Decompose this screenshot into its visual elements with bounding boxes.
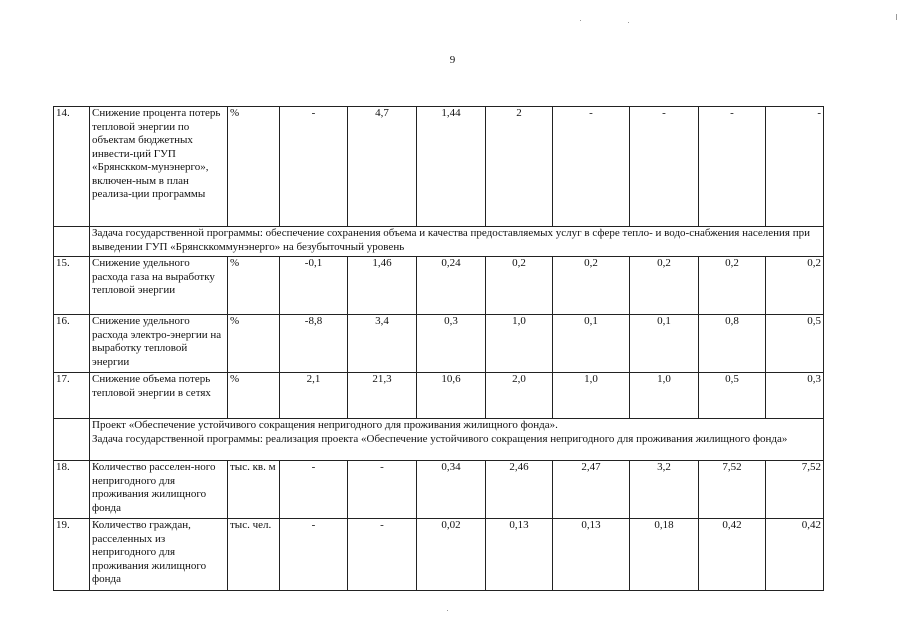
- value-cell: 21,3: [348, 373, 417, 419]
- value-cell: -: [280, 107, 348, 227]
- value-cell: -8,8: [280, 315, 348, 373]
- value-cell: 4,7: [348, 107, 417, 227]
- value-cell: 0,02: [417, 519, 486, 591]
- indicator-name: Снижение объема потерь тепловой энергии в сетях: [90, 373, 228, 419]
- value-cell: 0,2: [486, 257, 553, 315]
- value-cell: 2: [486, 107, 553, 227]
- unit-cell: тыс. чел.: [228, 519, 280, 591]
- section-row: [54, 419, 824, 461]
- value-cell: 1,46: [348, 257, 417, 315]
- value-cell: -: [699, 107, 766, 227]
- value-cell: 2,46: [486, 461, 553, 519]
- table-row: [54, 373, 824, 419]
- value-cell: 0,42: [699, 519, 766, 591]
- value-cell: 3,4: [348, 315, 417, 373]
- section-text-2: Задача государственной программы: реализация проекта «Обеспечение устойчивого сокращения непригодного для проживания жилищного фонда»: [92, 432, 788, 445]
- value-cell: 2,0: [486, 373, 553, 419]
- value-cell: 0,3: [417, 315, 486, 373]
- value-cell: 1,44: [417, 107, 486, 227]
- value-cell: 0,1: [630, 315, 699, 373]
- value-cell: 0,2: [630, 257, 699, 315]
- empty-cell: [54, 419, 90, 461]
- unit-cell: %: [228, 373, 280, 419]
- table-row: [54, 257, 824, 315]
- page-number: 9: [449, 54, 456, 66]
- section-text: Задача государственной программы: обеспечение сохранения объема и качества предоставляемых услуг в сфере тепло- и водо-снабжения населения при выведении ГУП «Брянсккоммунэнерго» на безубыточный уровень: [92, 227, 811, 253]
- value-cell: 0,13: [486, 519, 553, 591]
- indicator-name: Количество расселен-ного непригодного для проживания жилищного фонда: [90, 461, 228, 519]
- row-number: 17.: [54, 373, 90, 419]
- value-cell: 7,52: [766, 461, 824, 519]
- indicator-name: Снижение удельного расхода электро-энергии на выработку тепловой энергии: [90, 315, 228, 373]
- value-cell: -: [348, 519, 417, 591]
- indicator-name: Снижение процента потерь тепловой энергии по объектам бюджетных инвести-ций ГУП «Брянскком-мунэнерго», включен-ным в план реализа-ции программы: [90, 107, 228, 227]
- section-title: [90, 419, 824, 461]
- value-cell: -: [280, 461, 348, 519]
- value-cell: 0,5: [766, 315, 824, 373]
- value-cell: 0,2: [699, 257, 766, 315]
- row-number: 16.: [54, 315, 90, 373]
- value-cell: -: [553, 107, 630, 227]
- section-title: [90, 227, 824, 257]
- value-cell: -: [348, 461, 417, 519]
- value-cell: 0,3: [766, 373, 824, 419]
- value-cell: 0,8: [699, 315, 766, 373]
- value-cell: 0,2: [766, 257, 824, 315]
- value-cell: 2,47: [553, 461, 630, 519]
- row-number: 18.: [54, 461, 90, 519]
- value-cell: -: [766, 107, 824, 227]
- value-cell: 3,2: [630, 461, 699, 519]
- table-row: [54, 107, 824, 227]
- unit-cell: %: [228, 107, 280, 227]
- indicator-name: Количество граждан, расселенных из непригодного для проживания жилищного фонда: [90, 519, 228, 591]
- value-cell: 1,0: [630, 373, 699, 419]
- value-cell: -: [280, 519, 348, 591]
- section-text: Проект «Обеспечение устойчивого сокращения непригодного для проживания жилищного фонда».: [92, 419, 558, 431]
- table-row: [54, 461, 824, 519]
- value-cell: 2,1: [280, 373, 348, 419]
- value-cell: 0,2: [553, 257, 630, 315]
- value-cell: 0,1: [553, 315, 630, 373]
- value-cell: 10,6: [417, 373, 486, 419]
- unit-cell: %: [228, 257, 280, 315]
- value-cell: 1,0: [553, 373, 630, 419]
- value-cell: 0,5: [699, 373, 766, 419]
- value-cell: 0,13: [553, 519, 630, 591]
- value-cell: -: [630, 107, 699, 227]
- value-cell: 0,24: [417, 257, 486, 315]
- section-row: [54, 227, 824, 257]
- indicators-table: [53, 106, 824, 591]
- table-row: [54, 519, 824, 591]
- unit-cell: %: [228, 315, 280, 373]
- value-cell: -0,1: [280, 257, 348, 315]
- row-number: 15.: [54, 257, 90, 315]
- value-cell: 0,34: [417, 461, 486, 519]
- unit-cell: тыс. кв. м: [228, 461, 280, 519]
- value-cell: 7,52: [699, 461, 766, 519]
- table-row: [54, 315, 824, 373]
- value-cell: 0,42: [766, 519, 824, 591]
- indicator-name: Снижение удельного расхода газа на выработку тепловой энергии: [90, 257, 228, 315]
- value-cell: 1,0: [486, 315, 553, 373]
- value-cell: 0,18: [630, 519, 699, 591]
- row-number: 14.: [54, 107, 90, 227]
- empty-cell: [54, 227, 90, 257]
- row-number: 19.: [54, 519, 90, 591]
